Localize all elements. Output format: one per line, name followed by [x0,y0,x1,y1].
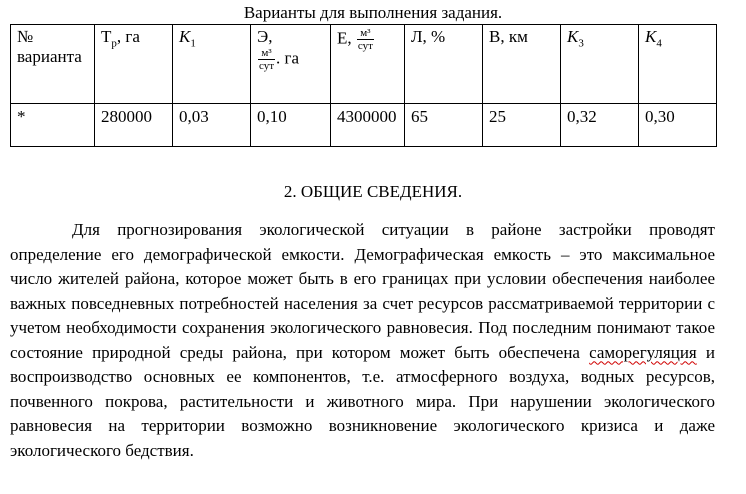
paragraph-text-2: и воспроизводство основных ее компонентов, т.е. атмосферного воздуха, водных ресурсов, почвенного покрова, растительности и животного мира. При нарушении экологического равновесия на территории возможно возникновение экологического кризиса и даже экологического бедствия. [10,342,715,460]
header-tp: $Т_р$, га [95,25,173,104]
section-title: 2. ОБЩИЕ СВЕДЕНИЯ. [283,182,463,201]
header-b: В, км [483,25,561,104]
paragraph-text-1: Для прогнозирования экологической ситуации в районе застройки проводят определение его демографической емкости. Демографическая емкость – это максимальное число жителей района, которое может быть в его границах при условии обеспечения наиболее важных повседневных потребностей населения за счет ресурсов рассматриваемой территории с учетом необходимости сохранения экологического равновесия. Под последним понимают такое состояние природной среды района, при котором может быть обеспечена [10,220,715,362]
header-variant: № варианта [11,25,95,104]
cell-l: 65 [405,104,483,147]
cell-k3: 0,32 [561,104,639,147]
header-k3: $K_3$ [561,25,639,104]
spellcheck-flagged-word[interactable]: саморегуляция [589,342,697,362]
cell-k1: 0,03 [173,104,251,147]
header-l: Л, % [405,25,483,104]
variants-table [10,24,717,147]
cell-tp: 280000 [95,104,173,147]
table-caption: Варианты для выполнения задания. [243,3,503,22]
table-header-row [11,25,717,104]
cell-k4: 0,30 [639,104,717,147]
header-e-small: Э, $\frac{\text{м³}}{\text{сут}}$ . га [251,25,331,104]
header-k4: $K_4$ [639,25,717,104]
cell-e-small: 0,10 [251,104,331,147]
body-paragraph [10,218,715,463]
cell-e-capital: 4300000 [331,104,405,147]
cell-b: 25 [483,104,561,147]
table-row [11,104,717,147]
header-e-capital: Е, $\frac{\text{м³}}{\text{сут}}$ [331,25,405,104]
cell-variant: * [11,104,95,147]
header-k1: $K_1$ [173,25,251,104]
